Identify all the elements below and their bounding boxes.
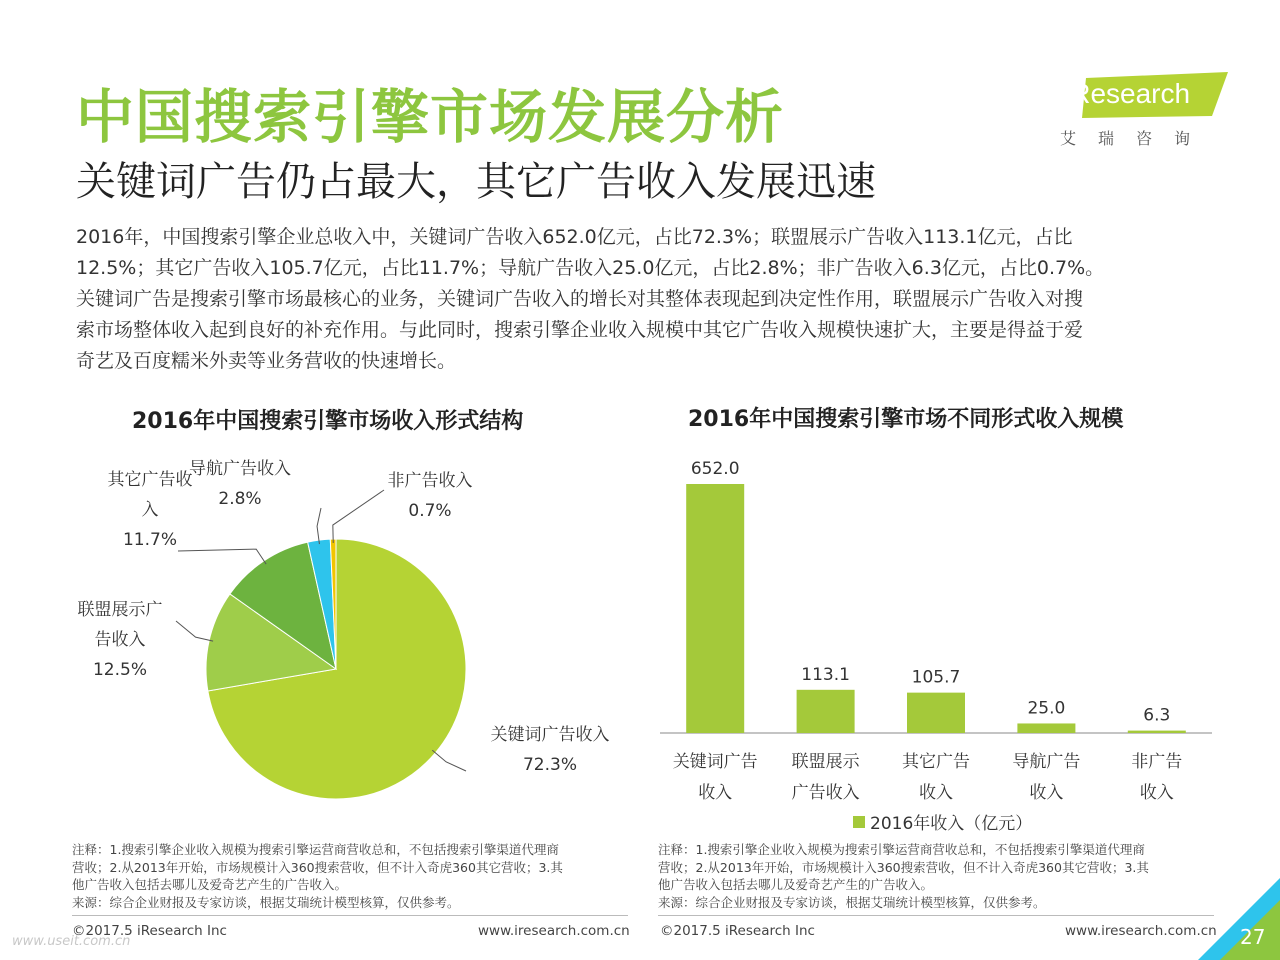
- pie-category-label: 入: [141, 500, 159, 520]
- bar: [1017, 723, 1075, 733]
- note-line: 来源：综合企业财报及专家访谈，根据艾瑞统计模型核算，仅供参考。: [658, 894, 1046, 910]
- footer-divider: [72, 915, 628, 916]
- bar-value-label: 652.0: [690, 459, 740, 479]
- pie-category-label: 告收入: [94, 630, 146, 650]
- pie-leader-line: [333, 490, 384, 543]
- description-paragraph: [76, 222, 1216, 377]
- source-note-left: [72, 841, 632, 911]
- x-tick-label: 联盟展示: [791, 752, 860, 772]
- watermark: www.useit.com.cn: [12, 934, 131, 949]
- paragraph-line: 奇艺及百度糯米外卖等业务营收的快速增长。: [76, 350, 457, 372]
- footer-copyright: ©2017.5 iResearch Inc: [660, 923, 815, 939]
- pie-leader-line: [176, 621, 213, 641]
- footer-copyright: ©2017.5 iResearch Inc: [72, 923, 227, 939]
- note-line: 他广告收入包括去哪儿及爱奇艺产生的广告收入。: [658, 877, 934, 892]
- pie-chart: [0, 440, 640, 840]
- footer-url[interactable]: www.iresearch.com.cn: [478, 923, 630, 939]
- x-tick-label: 收入: [919, 783, 953, 803]
- paragraph-line: 关键词广告是搜索引擎市场最核心的业务，关键词广告收入的增长对其整体表现起到决定性作用，联盟展示广告收入对搜: [76, 288, 1084, 310]
- note-line: 营收；2.从2013年开始，市场规模计入360搜索营收，但不计入奇虎360其它营收；3.其: [72, 859, 563, 875]
- source-note-right: [658, 841, 1218, 911]
- logo-brand: [1064, 78, 1190, 110]
- pie-leader-line: [432, 750, 466, 771]
- pie-value-label: 72.3%: [522, 755, 578, 775]
- footer-divider: [658, 915, 1214, 916]
- x-tick-label: 收入: [1139, 783, 1174, 803]
- bar: [907, 693, 965, 733]
- pie-value-label: 12.5%: [92, 660, 148, 680]
- note-line: 他广告收入包括去哪儿及爱奇艺产生的广告收入。: [72, 877, 348, 892]
- bar-value-label: 113.1: [801, 664, 850, 685]
- pie-leader-line: [178, 549, 266, 564]
- pie-leader-line: [317, 508, 321, 544]
- footer-url[interactable]: www.iresearch.com.cn: [1065, 923, 1217, 939]
- x-tick-label: 导航广告: [1012, 752, 1081, 772]
- pie-category-label: 其它广告收: [107, 470, 193, 490]
- x-tick-label: 关键词广告: [672, 752, 758, 772]
- legend-label: 2016年收入（亿元）: [870, 814, 1033, 834]
- note-line: 来源：综合企业财报及专家访谈，根据艾瑞统计模型核算，仅供参考。: [72, 894, 460, 910]
- x-tick-label: 收入: [698, 783, 733, 803]
- x-tick-label: 广告收入: [791, 783, 860, 803]
- bar-chart: [640, 440, 1280, 840]
- page-subtitle: 关键词广告仍占最大，其它广告收入发展迅速: [76, 159, 876, 205]
- logo-cn-text: 艾瑞咨询: [1060, 129, 1213, 148]
- pie-value-label: 0.7%: [408, 501, 452, 521]
- pie-category-label: 非广告收入: [387, 471, 473, 491]
- bar: [1128, 731, 1186, 733]
- page-title: 中国搜索引擎市场发展分析: [76, 83, 785, 151]
- bar-value-label: 25.0: [1027, 698, 1066, 719]
- note-line: 注释：1.搜索引擎企业收入规模为搜索引擎运营商营收总和，不包括搜索引擎渠道代理商: [72, 842, 559, 857]
- bar: [797, 690, 855, 733]
- x-tick-label: 收入: [1029, 783, 1064, 803]
- page-number: 27: [1240, 925, 1266, 949]
- paragraph-line: 12.5%；其它广告收入105.7亿元，占比11.7%；导航广告收入25.0亿元，占比2.8%；非广告收入6.3亿元，占比0.7%。: [76, 257, 1105, 279]
- x-tick-label: 其它广告: [902, 752, 970, 772]
- logo-brand-text: iResearch: [1064, 78, 1191, 109]
- pie-value-label: 11.7%: [122, 530, 178, 550]
- note-line: 营收；2.从2013年开始，市场规模计入360搜索营收，但不计入奇虎360其它营收；3.其: [658, 859, 1149, 875]
- x-tick-label: 非广告: [1131, 752, 1183, 772]
- paragraph-line: 2016年，中国搜索引擎企业总收入中，关键词广告收入652.0亿元，占比72.3%；联盟展示广告收入113.1亿元，占比: [76, 226, 1073, 248]
- pie-category-label: 导航广告收入: [189, 459, 291, 479]
- iresearch-logo: [1058, 66, 1228, 152]
- pie-value-label: 2.8%: [218, 489, 262, 509]
- note-line: 注释：1.搜索引擎企业收入规模为搜索引擎运营商营收总和，不包括搜索引擎渠道代理商: [658, 842, 1145, 857]
- legend-swatch: [853, 816, 865, 828]
- paragraph-line: 索市场整体收入起到良好的补充作用。与此同时，搜索引擎企业收入规模中其它广告收入规模快速扩大，主要是得益于爱: [76, 319, 1084, 341]
- bar-value-label: 6.3: [1143, 705, 1171, 726]
- pie-category-label: 关键词广告收入: [490, 725, 610, 745]
- pie-category-label: 联盟展示广: [77, 600, 163, 620]
- bar-chart-title: 2016年中国搜索引擎市场不同形式收入规模: [688, 407, 1124, 432]
- pie-chart-title: 2016年中国搜索引擎市场收入形式结构: [132, 409, 524, 434]
- bar: [686, 484, 744, 733]
- bar-value-label: 105.7: [911, 667, 961, 688]
